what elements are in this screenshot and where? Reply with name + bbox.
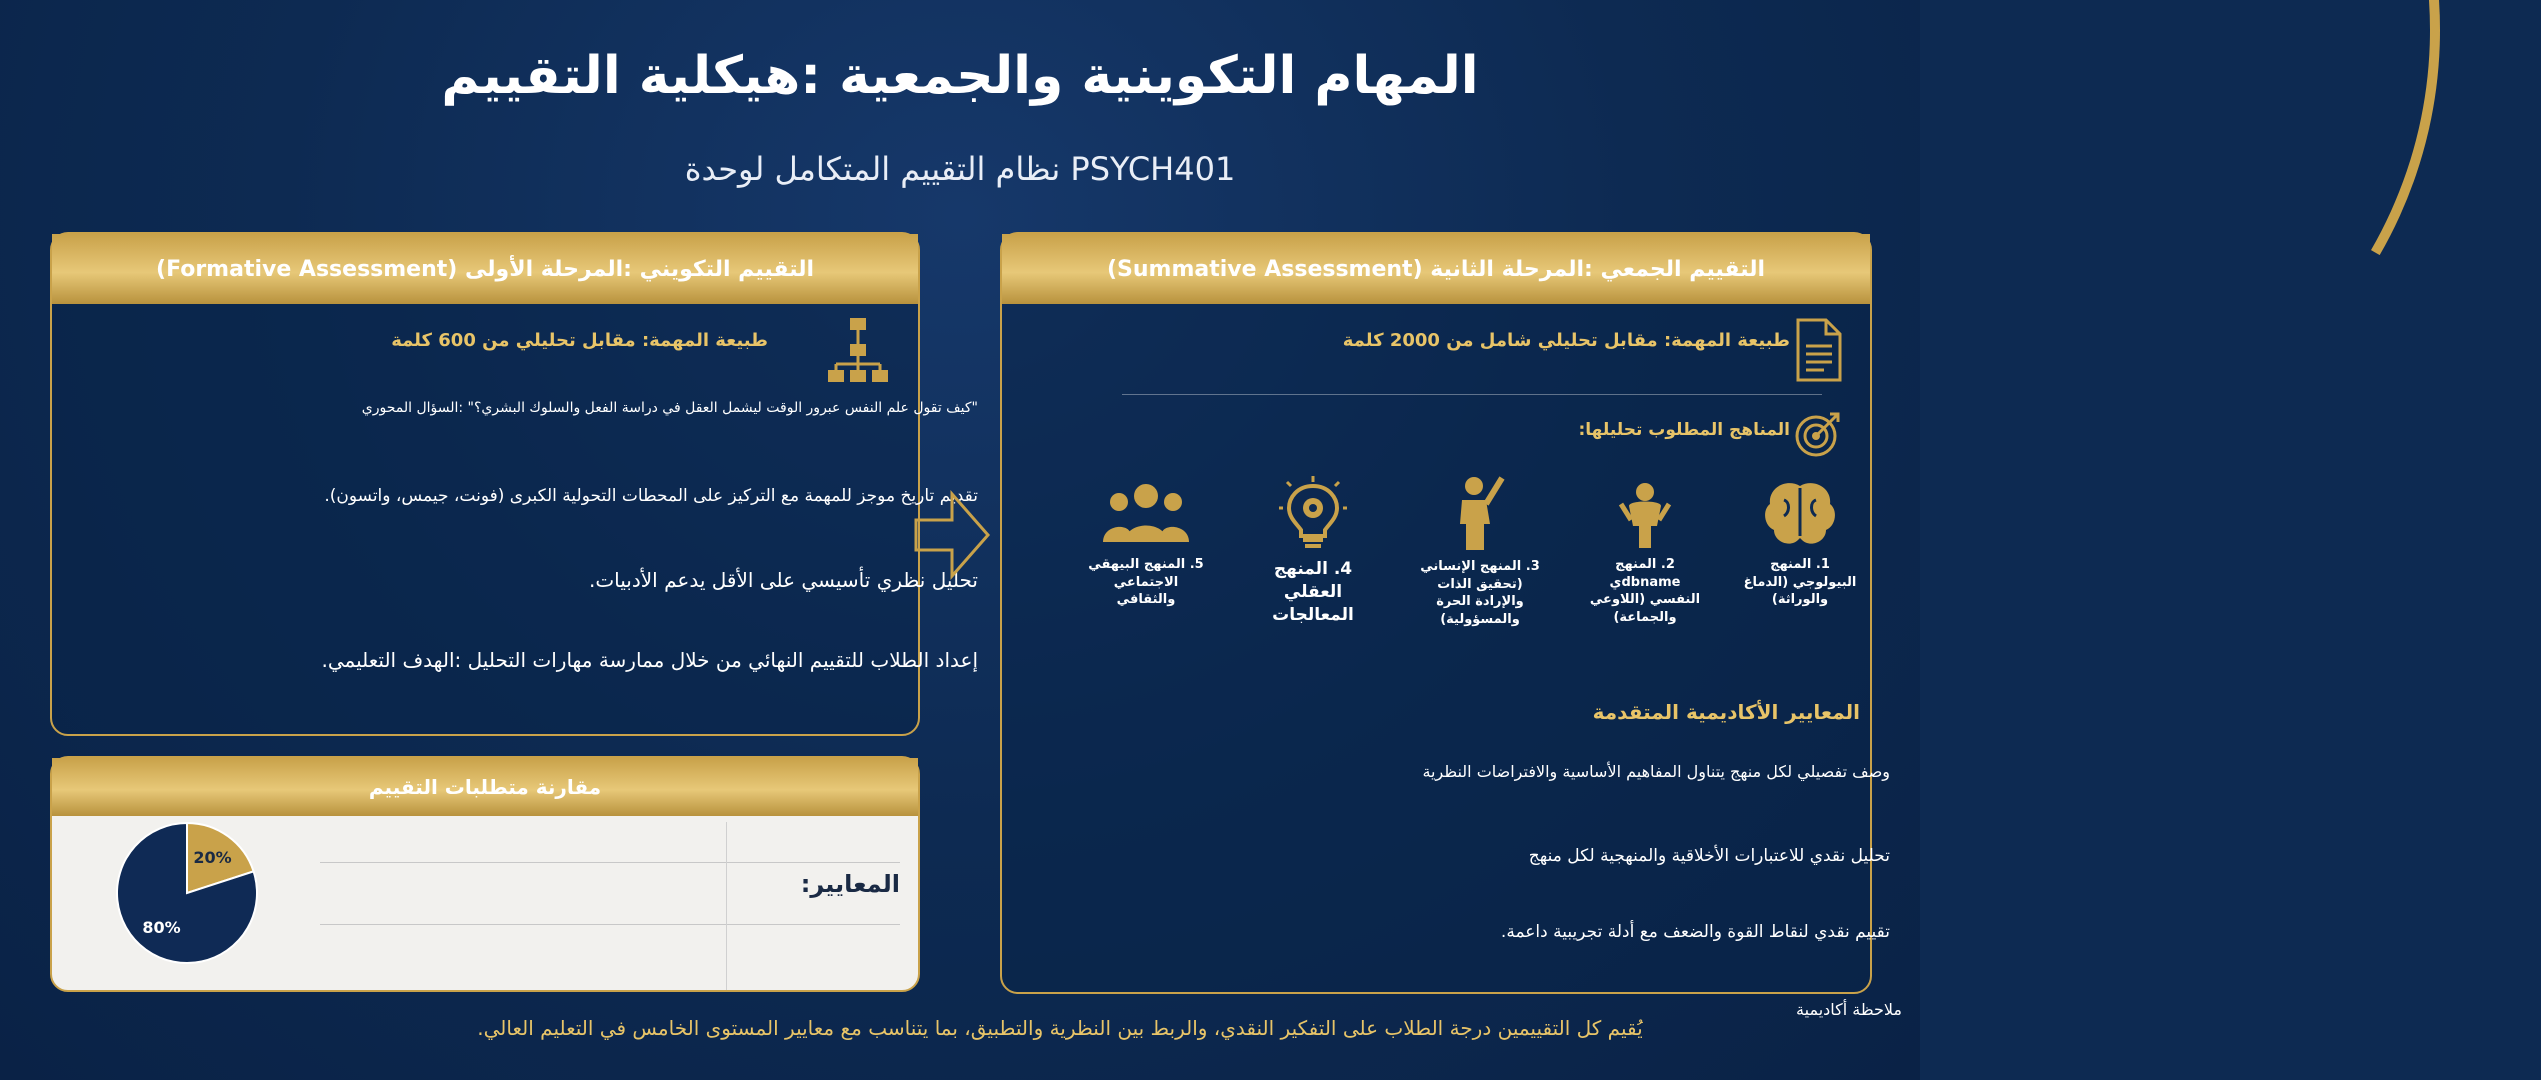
- criteria-item-3: تقييم نقدي لنقاط القوة والضعف مع أدلة تجريبية داعمة.: [1500, 922, 1890, 942]
- pie-label-1: 80%: [142, 918, 181, 938]
- approach-cognitive: [1253, 474, 1373, 627]
- comparison-card: [50, 756, 920, 992]
- comparison-header: مقارنة متطلبات التقييم: [52, 758, 918, 816]
- formative-card: [50, 232, 978, 736]
- criteria-item-2: تحليل نقدي للاعتبارات الأخلاقية والمنهجية لكل منهج: [1528, 846, 1890, 866]
- formative-task-nature: طبيعة المهمة: مقابل تحليلي من 600 كلمة: [391, 330, 768, 351]
- page-title: المهام التكوينية والجمعية :هيكلية التقييم: [441, 46, 1479, 106]
- brain-icon: [1762, 480, 1838, 550]
- approach-cognitive-label: 4. المنهج العقلي المعالجات: [1272, 559, 1354, 625]
- pie-label-0: 20%: [193, 847, 232, 867]
- approaches-label: المناهج المطلوب تحليلها:: [1578, 420, 1790, 440]
- flowchart-icon: [826, 316, 890, 386]
- table-line-bottom: [320, 924, 900, 925]
- summative-divider: [1122, 394, 1822, 395]
- approach-biological: [1740, 480, 1860, 609]
- lightbulb-gear-icon: [1277, 474, 1349, 552]
- approach-sociocultural-label: 5. المنهج البيهقي الاجتماعي والثقافي: [1088, 557, 1204, 608]
- summative-card: [1000, 232, 1890, 994]
- summative-task-nature: طبيعة المهمة: مقابل تحليلي شامل من 2000 كلمة: [1342, 330, 1790, 351]
- corner-note: ملاحظة أكاديمية: [1796, 1000, 1902, 1019]
- criteria-title: المعايير الأكاديمية المتقدمة: [1592, 700, 1860, 724]
- target-icon: [1794, 410, 1842, 458]
- group-icon: [1101, 480, 1191, 550]
- criteria-label: المعايير:: [800, 870, 900, 898]
- summative-header: التقييم الجمعي :المرحلة الثانية (Summative Assessment): [1002, 234, 1870, 304]
- formative-item-1: تقديم تاريخ موجز للمهمة مع التركيز على المحطات التحولية الكبرى (فونت، جيمس، واتسون).: [324, 486, 978, 506]
- arrow-right-icon: [912, 480, 992, 590]
- approach-sociocultural: [1086, 480, 1206, 609]
- criteria-item-1: وصف تفصيلي لكل منهج يتناول المفاهيم الأساسية والافتراضات النظرية: [1422, 762, 1890, 781]
- formative-central-question: "كيف تقول علم النفس عبرور الوقت ليشمل العقل في دراسة الفعل والسلوك البشري؟" :السؤال المحوري: [361, 400, 978, 416]
- person-icon: [1617, 480, 1673, 550]
- approach-humanistic-label: 3. المنهج الإنساني (تحقيق الذات والإرادة الحرة والمسؤولية): [1420, 559, 1540, 627]
- raised-hand-person-icon: [1452, 474, 1508, 552]
- approach-humanistic: [1420, 474, 1540, 628]
- table-col-divider: [726, 822, 727, 990]
- approach-biological-label: 1. المنهج البيولوجي (الدماغ والوراثة): [1743, 557, 1857, 608]
- formative-item-2: تحليل نظري تأسيسي على الأقل يدعم الأدبيات.: [588, 568, 978, 592]
- footer-note: يُقيم كل التقييمين درجة الطلاب على التفكير النقدي، والربط بين النظرية والتطبيق، بما يتناسب مع معايير المستوى الخامس في التعليم العالي.: [477, 1016, 1643, 1040]
- formative-item-3: إعداد الطلاب للتقييم النهائي من خلال ممارسة مهارات التحليل :الهدف التعليمي.: [321, 648, 978, 672]
- assessment-pie-chart: [112, 818, 262, 968]
- approach-psychodynamic-label: 2. المنهج dbnameي النفسي (اللاوعي والجماعة): [1589, 557, 1701, 625]
- document-icon: [1794, 318, 1842, 382]
- page-subtitle: نظام التقييم المتكامل لوحدة PSYCH401: [684, 150, 1236, 188]
- approach-psychodynamic: [1585, 480, 1705, 626]
- table-line-top: [320, 862, 900, 863]
- formative-header: التقييم التكويني :المرحلة الأولى (Formative Assessment): [52, 234, 918, 304]
